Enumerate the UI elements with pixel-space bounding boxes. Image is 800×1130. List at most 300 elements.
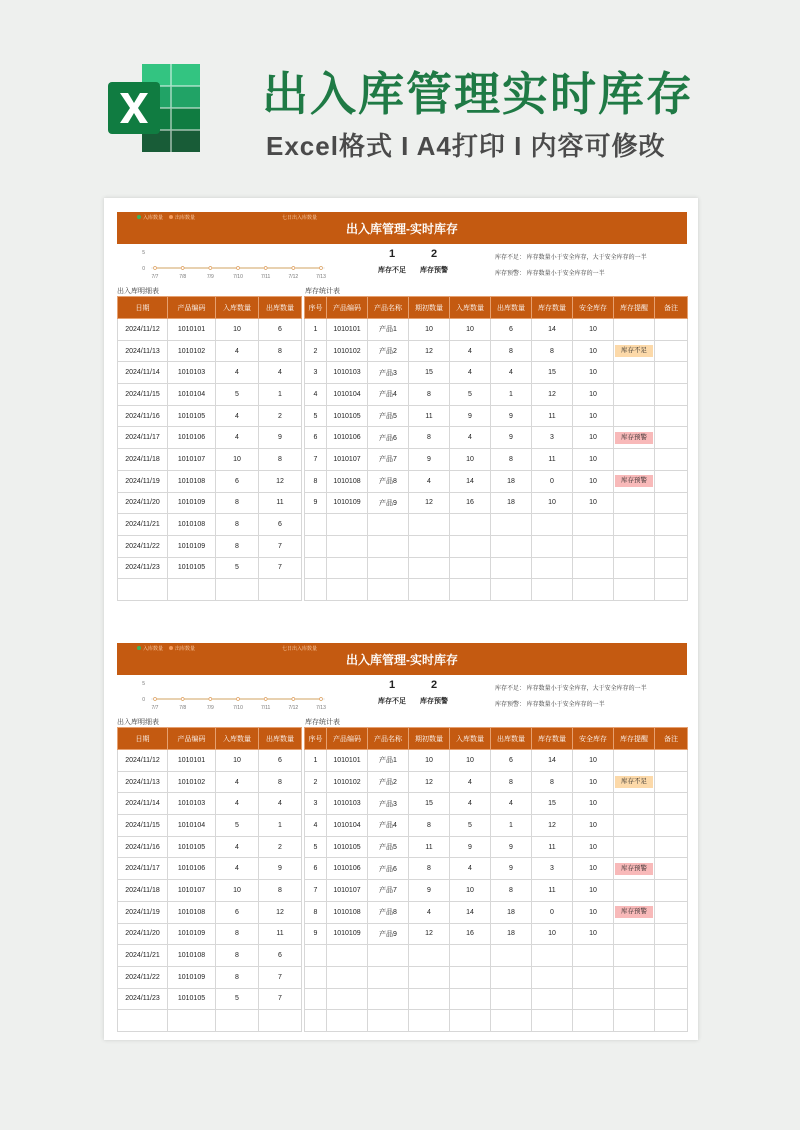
table-cell[interactable]: 4	[216, 405, 259, 427]
table-cell[interactable]: 4	[305, 815, 327, 837]
table-cell[interactable]	[614, 319, 655, 341]
table-cell[interactable]	[614, 449, 655, 471]
table-cell[interactable]	[368, 557, 409, 579]
table-cell[interactable]	[450, 535, 491, 557]
table-cell[interactable]: 4	[216, 362, 259, 384]
table-cell[interactable]: 10	[573, 815, 614, 837]
table-cell[interactable]	[614, 557, 655, 579]
table-cell[interactable]	[532, 988, 573, 1010]
table-cell[interactable]: 10	[573, 793, 614, 815]
table-cell[interactable]: 1010106	[327, 858, 368, 880]
table-cell[interactable]: 1010104	[168, 815, 216, 837]
table-cell[interactable]: 10	[573, 492, 614, 514]
table-cell[interactable]: 1010108	[168, 945, 216, 967]
table-cell[interactable]: 1010108	[327, 470, 368, 492]
table-cell[interactable]: 10	[573, 362, 614, 384]
table-cell[interactable]: 1010103	[327, 793, 368, 815]
table-cell[interactable]: 5	[450, 815, 491, 837]
table-cell[interactable]: 8	[409, 427, 450, 449]
table-cell[interactable]: 10	[409, 750, 450, 772]
table-cell[interactable]: 2024/11/16	[118, 836, 168, 858]
table-cell[interactable]: 1010109	[168, 923, 216, 945]
table-cell[interactable]: 8	[216, 966, 259, 988]
table-cell[interactable]	[491, 988, 532, 1010]
table-cell[interactable]: 11	[409, 405, 450, 427]
table-cell[interactable]: 1010107	[168, 449, 216, 471]
table-cell[interactable]: 11	[259, 923, 302, 945]
table-cell[interactable]	[409, 988, 450, 1010]
table-cell[interactable]: 10	[450, 750, 491, 772]
table-cell[interactable]: 2024/11/15	[118, 815, 168, 837]
table-cell[interactable]	[409, 945, 450, 967]
table-cell[interactable]: 4	[259, 362, 302, 384]
table-cell[interactable]: 12	[409, 492, 450, 514]
table-cell[interactable]: 11	[409, 836, 450, 858]
table-cell[interactable]	[614, 340, 655, 362]
table-cell[interactable]	[573, 988, 614, 1010]
table-cell[interactable]	[491, 579, 532, 601]
table-cell[interactable]	[305, 988, 327, 1010]
table-cell[interactable]: 6	[305, 427, 327, 449]
table-cell[interactable]: 4	[491, 793, 532, 815]
table-cell[interactable]	[368, 988, 409, 1010]
table-cell[interactable]: 1010106	[168, 858, 216, 880]
table-cell[interactable]	[614, 966, 655, 988]
table-cell[interactable]: 8	[491, 771, 532, 793]
table-cell[interactable]: 2	[259, 405, 302, 427]
table-cell[interactable]	[614, 923, 655, 945]
table-cell[interactable]	[450, 1010, 491, 1032]
table-cell[interactable]: 10	[573, 901, 614, 923]
table-cell[interactable]: 16	[450, 923, 491, 945]
table-cell[interactable]: 10	[573, 750, 614, 772]
table-cell[interactable]	[532, 945, 573, 967]
table-cell[interactable]: 2024/11/17	[118, 858, 168, 880]
table-cell[interactable]: 15	[409, 793, 450, 815]
table-cell[interactable]	[614, 384, 655, 406]
table-cell[interactable]: 18	[491, 492, 532, 514]
table-cell[interactable]	[655, 340, 688, 362]
table-cell[interactable]	[168, 1010, 216, 1032]
table-cell[interactable]: 1	[259, 815, 302, 837]
table-cell[interactable]: 18	[491, 470, 532, 492]
table-cell[interactable]: 0	[532, 901, 573, 923]
table-cell[interactable]: 产品9	[368, 923, 409, 945]
table-cell[interactable]: 8	[491, 449, 532, 471]
table-cell[interactable]: 8	[259, 449, 302, 471]
table-cell[interactable]: 1010109	[168, 966, 216, 988]
table-cell[interactable]: 4	[305, 384, 327, 406]
table-cell[interactable]: 5	[216, 815, 259, 837]
table-cell[interactable]: 产品2	[368, 340, 409, 362]
table-cell[interactable]	[409, 579, 450, 601]
table-cell[interactable]: 8	[259, 340, 302, 362]
table-cell[interactable]: 8	[216, 514, 259, 536]
table-cell[interactable]: 9	[491, 427, 532, 449]
table-cell[interactable]: 2024/11/16	[118, 405, 168, 427]
table-cell[interactable]: 4	[216, 858, 259, 880]
table-cell[interactable]	[614, 750, 655, 772]
table-cell[interactable]	[655, 492, 688, 514]
table-cell[interactable]: 6	[259, 514, 302, 536]
table-cell[interactable]: 10	[573, 858, 614, 880]
table-cell[interactable]: 4	[409, 470, 450, 492]
table-cell[interactable]: 3	[305, 793, 327, 815]
table-cell[interactable]: 7	[259, 966, 302, 988]
table-cell[interactable]: 8	[216, 492, 259, 514]
table-cell[interactable]: 1010101	[168, 319, 216, 341]
table-cell[interactable]	[409, 966, 450, 988]
table-cell[interactable]	[655, 901, 688, 923]
table-cell[interactable]: 1010105	[168, 988, 216, 1010]
table-cell[interactable]: 10	[573, 319, 614, 341]
table-cell[interactable]: 9	[450, 405, 491, 427]
table-cell[interactable]: 2024/11/23	[118, 557, 168, 579]
table-cell[interactable]: 8	[409, 384, 450, 406]
table-cell[interactable]: 2024/11/15	[118, 384, 168, 406]
table-cell[interactable]	[327, 1010, 368, 1032]
table-cell[interactable]: 产品1	[368, 319, 409, 341]
table-cell[interactable]	[491, 557, 532, 579]
table-cell[interactable]	[573, 557, 614, 579]
table-cell[interactable]: 产品1	[368, 750, 409, 772]
table-cell[interactable]	[491, 514, 532, 536]
table-cell[interactable]: 6	[259, 945, 302, 967]
table-cell[interactable]: 8	[409, 858, 450, 880]
table-cell[interactable]: 4	[216, 340, 259, 362]
table-cell[interactable]	[655, 793, 688, 815]
table-cell[interactable]	[368, 1010, 409, 1032]
table-cell[interactable]: 2	[259, 836, 302, 858]
table-cell[interactable]: 1010101	[327, 750, 368, 772]
table-cell[interactable]: 1010103	[168, 362, 216, 384]
table-cell[interactable]	[118, 579, 168, 601]
table-cell[interactable]: 4	[450, 771, 491, 793]
table-cell[interactable]	[450, 514, 491, 536]
table-cell[interactable]: 2	[305, 771, 327, 793]
table-cell[interactable]	[368, 945, 409, 967]
table-cell[interactable]	[655, 815, 688, 837]
table-cell[interactable]: 2024/11/22	[118, 535, 168, 557]
table-cell[interactable]: 2024/11/21	[118, 514, 168, 536]
table-cell[interactable]	[655, 923, 688, 945]
table-cell[interactable]: 10	[573, 384, 614, 406]
table-cell[interactable]: 5	[305, 405, 327, 427]
table-cell[interactable]: 产品9	[368, 492, 409, 514]
table-cell[interactable]: 1010102	[327, 340, 368, 362]
table-cell[interactable]	[305, 966, 327, 988]
table-cell[interactable]	[655, 362, 688, 384]
table-cell[interactable]: 8	[491, 340, 532, 362]
table-cell[interactable]	[327, 579, 368, 601]
table-cell[interactable]: 12	[259, 901, 302, 923]
table-cell[interactable]: 1	[305, 319, 327, 341]
table-cell[interactable]: 3	[305, 362, 327, 384]
table-cell[interactable]	[327, 514, 368, 536]
table-cell[interactable]	[655, 966, 688, 988]
table-cell[interactable]: 产品6	[368, 427, 409, 449]
table-cell[interactable]	[655, 319, 688, 341]
table-cell[interactable]	[655, 858, 688, 880]
table-cell[interactable]: 2	[305, 340, 327, 362]
table-cell[interactable]	[409, 535, 450, 557]
table-cell[interactable]: 8	[305, 470, 327, 492]
table-cell[interactable]: 12	[409, 923, 450, 945]
table-cell[interactable]	[450, 557, 491, 579]
table-cell[interactable]: 12	[532, 384, 573, 406]
table-cell[interactable]	[305, 1010, 327, 1032]
table-cell[interactable]	[655, 449, 688, 471]
table-cell[interactable]: 1010108	[168, 470, 216, 492]
table-cell[interactable]: 6	[216, 470, 259, 492]
table-cell[interactable]	[491, 1010, 532, 1032]
table-cell[interactable]	[168, 579, 216, 601]
table-cell[interactable]	[614, 988, 655, 1010]
table-cell[interactable]	[532, 557, 573, 579]
table-cell[interactable]	[491, 945, 532, 967]
table-cell[interactable]	[327, 535, 368, 557]
table-cell[interactable]	[614, 858, 655, 880]
table-cell[interactable]: 4	[450, 340, 491, 362]
table-cell[interactable]: 产品3	[368, 793, 409, 815]
table-cell[interactable]: 3	[532, 858, 573, 880]
table-cell[interactable]: 10	[573, 405, 614, 427]
table-cell[interactable]: 1010107	[168, 880, 216, 902]
table-cell[interactable]: 11	[532, 836, 573, 858]
table-cell[interactable]: 1010105	[168, 557, 216, 579]
table-cell[interactable]: 7	[305, 880, 327, 902]
table-cell[interactable]: 4	[450, 858, 491, 880]
table-cell[interactable]: 2024/11/14	[118, 793, 168, 815]
table-cell[interactable]: 9	[491, 836, 532, 858]
table-cell[interactable]	[368, 966, 409, 988]
table-cell[interactable]: 产品8	[368, 901, 409, 923]
table-cell[interactable]	[305, 514, 327, 536]
table-cell[interactable]: 1010103	[168, 793, 216, 815]
table-cell[interactable]: 4	[259, 793, 302, 815]
table-cell[interactable]	[614, 880, 655, 902]
table-cell[interactable]: 1010102	[168, 340, 216, 362]
table-cell[interactable]: 产品5	[368, 836, 409, 858]
table-cell[interactable]: 10	[573, 470, 614, 492]
table-cell[interactable]: 2024/11/19	[118, 470, 168, 492]
table-cell[interactable]	[532, 966, 573, 988]
table-cell[interactable]: 4	[450, 362, 491, 384]
table-cell[interactable]	[614, 470, 655, 492]
table-cell[interactable]: 7	[259, 535, 302, 557]
table-cell[interactable]: 2024/11/19	[118, 901, 168, 923]
table-cell[interactable]	[655, 535, 688, 557]
table-cell[interactable]: 8	[305, 901, 327, 923]
table-cell[interactable]	[327, 945, 368, 967]
table-cell[interactable]	[614, 362, 655, 384]
table-cell[interactable]	[450, 579, 491, 601]
table-cell[interactable]: 10	[573, 340, 614, 362]
table-cell[interactable]	[655, 988, 688, 1010]
table-cell[interactable]	[368, 514, 409, 536]
table-cell[interactable]: 14	[450, 901, 491, 923]
table-cell[interactable]	[573, 535, 614, 557]
table-cell[interactable]: 2024/11/20	[118, 492, 168, 514]
table-cell[interactable]	[259, 1010, 302, 1032]
table-cell[interactable]: 1010109	[168, 535, 216, 557]
table-cell[interactable]: 18	[491, 901, 532, 923]
table-cell[interactable]: 10	[409, 319, 450, 341]
table-cell[interactable]: 8	[259, 880, 302, 902]
table-cell[interactable]	[614, 836, 655, 858]
table-cell[interactable]: 1010102	[327, 771, 368, 793]
table-cell[interactable]: 14	[532, 319, 573, 341]
table-cell[interactable]: 5	[216, 557, 259, 579]
table-cell[interactable]: 10	[573, 923, 614, 945]
table-cell[interactable]: 11	[532, 405, 573, 427]
table-cell[interactable]: 1010105	[168, 405, 216, 427]
table-cell[interactable]	[532, 535, 573, 557]
table-cell[interactable]: 1010109	[327, 923, 368, 945]
table-cell[interactable]: 10	[450, 319, 491, 341]
table-cell[interactable]: 1010108	[168, 901, 216, 923]
table-cell[interactable]	[118, 1010, 168, 1032]
table-cell[interactable]: 10	[532, 923, 573, 945]
table-cell[interactable]	[409, 514, 450, 536]
table-cell[interactable]: 产品4	[368, 384, 409, 406]
table-cell[interactable]: 1010109	[168, 492, 216, 514]
table-cell[interactable]	[655, 945, 688, 967]
table-cell[interactable]: 16	[450, 492, 491, 514]
table-cell[interactable]: 4	[450, 427, 491, 449]
table-cell[interactable]: 7	[305, 449, 327, 471]
table-cell[interactable]: 1010104	[327, 815, 368, 837]
table-cell[interactable]: 2024/11/21	[118, 945, 168, 967]
table-cell[interactable]: 1010101	[327, 319, 368, 341]
table-cell[interactable]: 1010108	[327, 901, 368, 923]
table-cell[interactable]	[305, 579, 327, 601]
table-cell[interactable]: 12	[409, 340, 450, 362]
table-cell[interactable]: 2024/11/20	[118, 923, 168, 945]
table-cell[interactable]	[409, 557, 450, 579]
table-cell[interactable]: 产品2	[368, 771, 409, 793]
table-cell[interactable]: 6	[259, 750, 302, 772]
table-cell[interactable]: 5	[305, 836, 327, 858]
table-cell[interactable]	[614, 492, 655, 514]
table-cell[interactable]	[327, 966, 368, 988]
table-cell[interactable]: 9	[491, 858, 532, 880]
table-cell[interactable]: 2024/11/13	[118, 771, 168, 793]
table-cell[interactable]	[491, 966, 532, 988]
table-cell[interactable]: 6	[305, 858, 327, 880]
table-cell[interactable]	[614, 579, 655, 601]
table-cell[interactable]: 产品7	[368, 880, 409, 902]
table-cell[interactable]: 9	[409, 449, 450, 471]
table-cell[interactable]: 产品4	[368, 815, 409, 837]
table-cell[interactable]: 1010106	[168, 427, 216, 449]
table-cell[interactable]	[614, 1010, 655, 1032]
table-cell[interactable]: 5	[216, 384, 259, 406]
table-cell[interactable]	[450, 945, 491, 967]
table-cell[interactable]	[491, 535, 532, 557]
table-cell[interactable]: 1	[491, 815, 532, 837]
table-cell[interactable]	[573, 514, 614, 536]
table-cell[interactable]: 4	[491, 362, 532, 384]
table-cell[interactable]: 11	[532, 449, 573, 471]
table-cell[interactable]: 15	[409, 362, 450, 384]
table-cell[interactable]	[450, 966, 491, 988]
table-cell[interactable]	[614, 793, 655, 815]
table-cell[interactable]	[655, 514, 688, 536]
table-cell[interactable]: 5	[216, 988, 259, 1010]
table-cell[interactable]: 4	[216, 771, 259, 793]
table-cell[interactable]: 1010106	[327, 427, 368, 449]
table-cell[interactable]: 4	[409, 901, 450, 923]
table-cell[interactable]: 8	[259, 771, 302, 793]
table-cell[interactable]: 4	[450, 793, 491, 815]
table-cell[interactable]: 10	[450, 449, 491, 471]
table-cell[interactable]: 9	[450, 836, 491, 858]
table-cell[interactable]	[532, 514, 573, 536]
table-cell[interactable]: 产品5	[368, 405, 409, 427]
table-cell[interactable]: 1010104	[327, 384, 368, 406]
table-cell[interactable]	[573, 945, 614, 967]
table-cell[interactable]: 产品3	[368, 362, 409, 384]
table-cell[interactable]: 3	[532, 427, 573, 449]
table-cell[interactable]: 7	[259, 557, 302, 579]
table-cell[interactable]: 10	[216, 750, 259, 772]
table-cell[interactable]	[450, 988, 491, 1010]
table-cell[interactable]: 9	[409, 880, 450, 902]
table-cell[interactable]	[614, 405, 655, 427]
table-cell[interactable]: 10	[573, 836, 614, 858]
table-cell[interactable]	[655, 557, 688, 579]
table-cell[interactable]: 9	[491, 405, 532, 427]
table-cell[interactable]: 12	[259, 470, 302, 492]
table-cell[interactable]	[655, 579, 688, 601]
table-cell[interactable]	[655, 1010, 688, 1032]
table-cell[interactable]: 1	[305, 750, 327, 772]
table-cell[interactable]	[573, 1010, 614, 1032]
table-cell[interactable]	[655, 384, 688, 406]
table-cell[interactable]: 1010105	[327, 836, 368, 858]
table-cell[interactable]	[327, 988, 368, 1010]
table-cell[interactable]: 10	[216, 449, 259, 471]
table-cell[interactable]: 1010102	[168, 771, 216, 793]
table-cell[interactable]: 9	[305, 492, 327, 514]
table-cell[interactable]: 1010107	[327, 880, 368, 902]
table-cell[interactable]: 15	[532, 793, 573, 815]
table-cell[interactable]	[573, 579, 614, 601]
table-cell[interactable]	[368, 535, 409, 557]
table-cell[interactable]: 8	[216, 945, 259, 967]
table-cell[interactable]	[614, 771, 655, 793]
table-cell[interactable]	[305, 557, 327, 579]
table-cell[interactable]: 11	[259, 492, 302, 514]
table-cell[interactable]	[409, 1010, 450, 1032]
table-cell[interactable]: 2024/11/12	[118, 750, 168, 772]
table-cell[interactable]: 1010105	[327, 405, 368, 427]
table-cell[interactable]	[532, 1010, 573, 1032]
table-cell[interactable]: 2024/11/13	[118, 340, 168, 362]
table-cell[interactable]: 10	[573, 449, 614, 471]
table-cell[interactable]	[216, 1010, 259, 1032]
table-cell[interactable]	[655, 405, 688, 427]
table-cell[interactable]: 11	[532, 880, 573, 902]
table-cell[interactable]	[532, 579, 573, 601]
table-cell[interactable]: 9	[305, 923, 327, 945]
table-cell[interactable]	[573, 966, 614, 988]
table-cell[interactable]	[216, 579, 259, 601]
table-cell[interactable]	[614, 945, 655, 967]
table-cell[interactable]: 9	[259, 427, 302, 449]
table-cell[interactable]: 8	[216, 923, 259, 945]
